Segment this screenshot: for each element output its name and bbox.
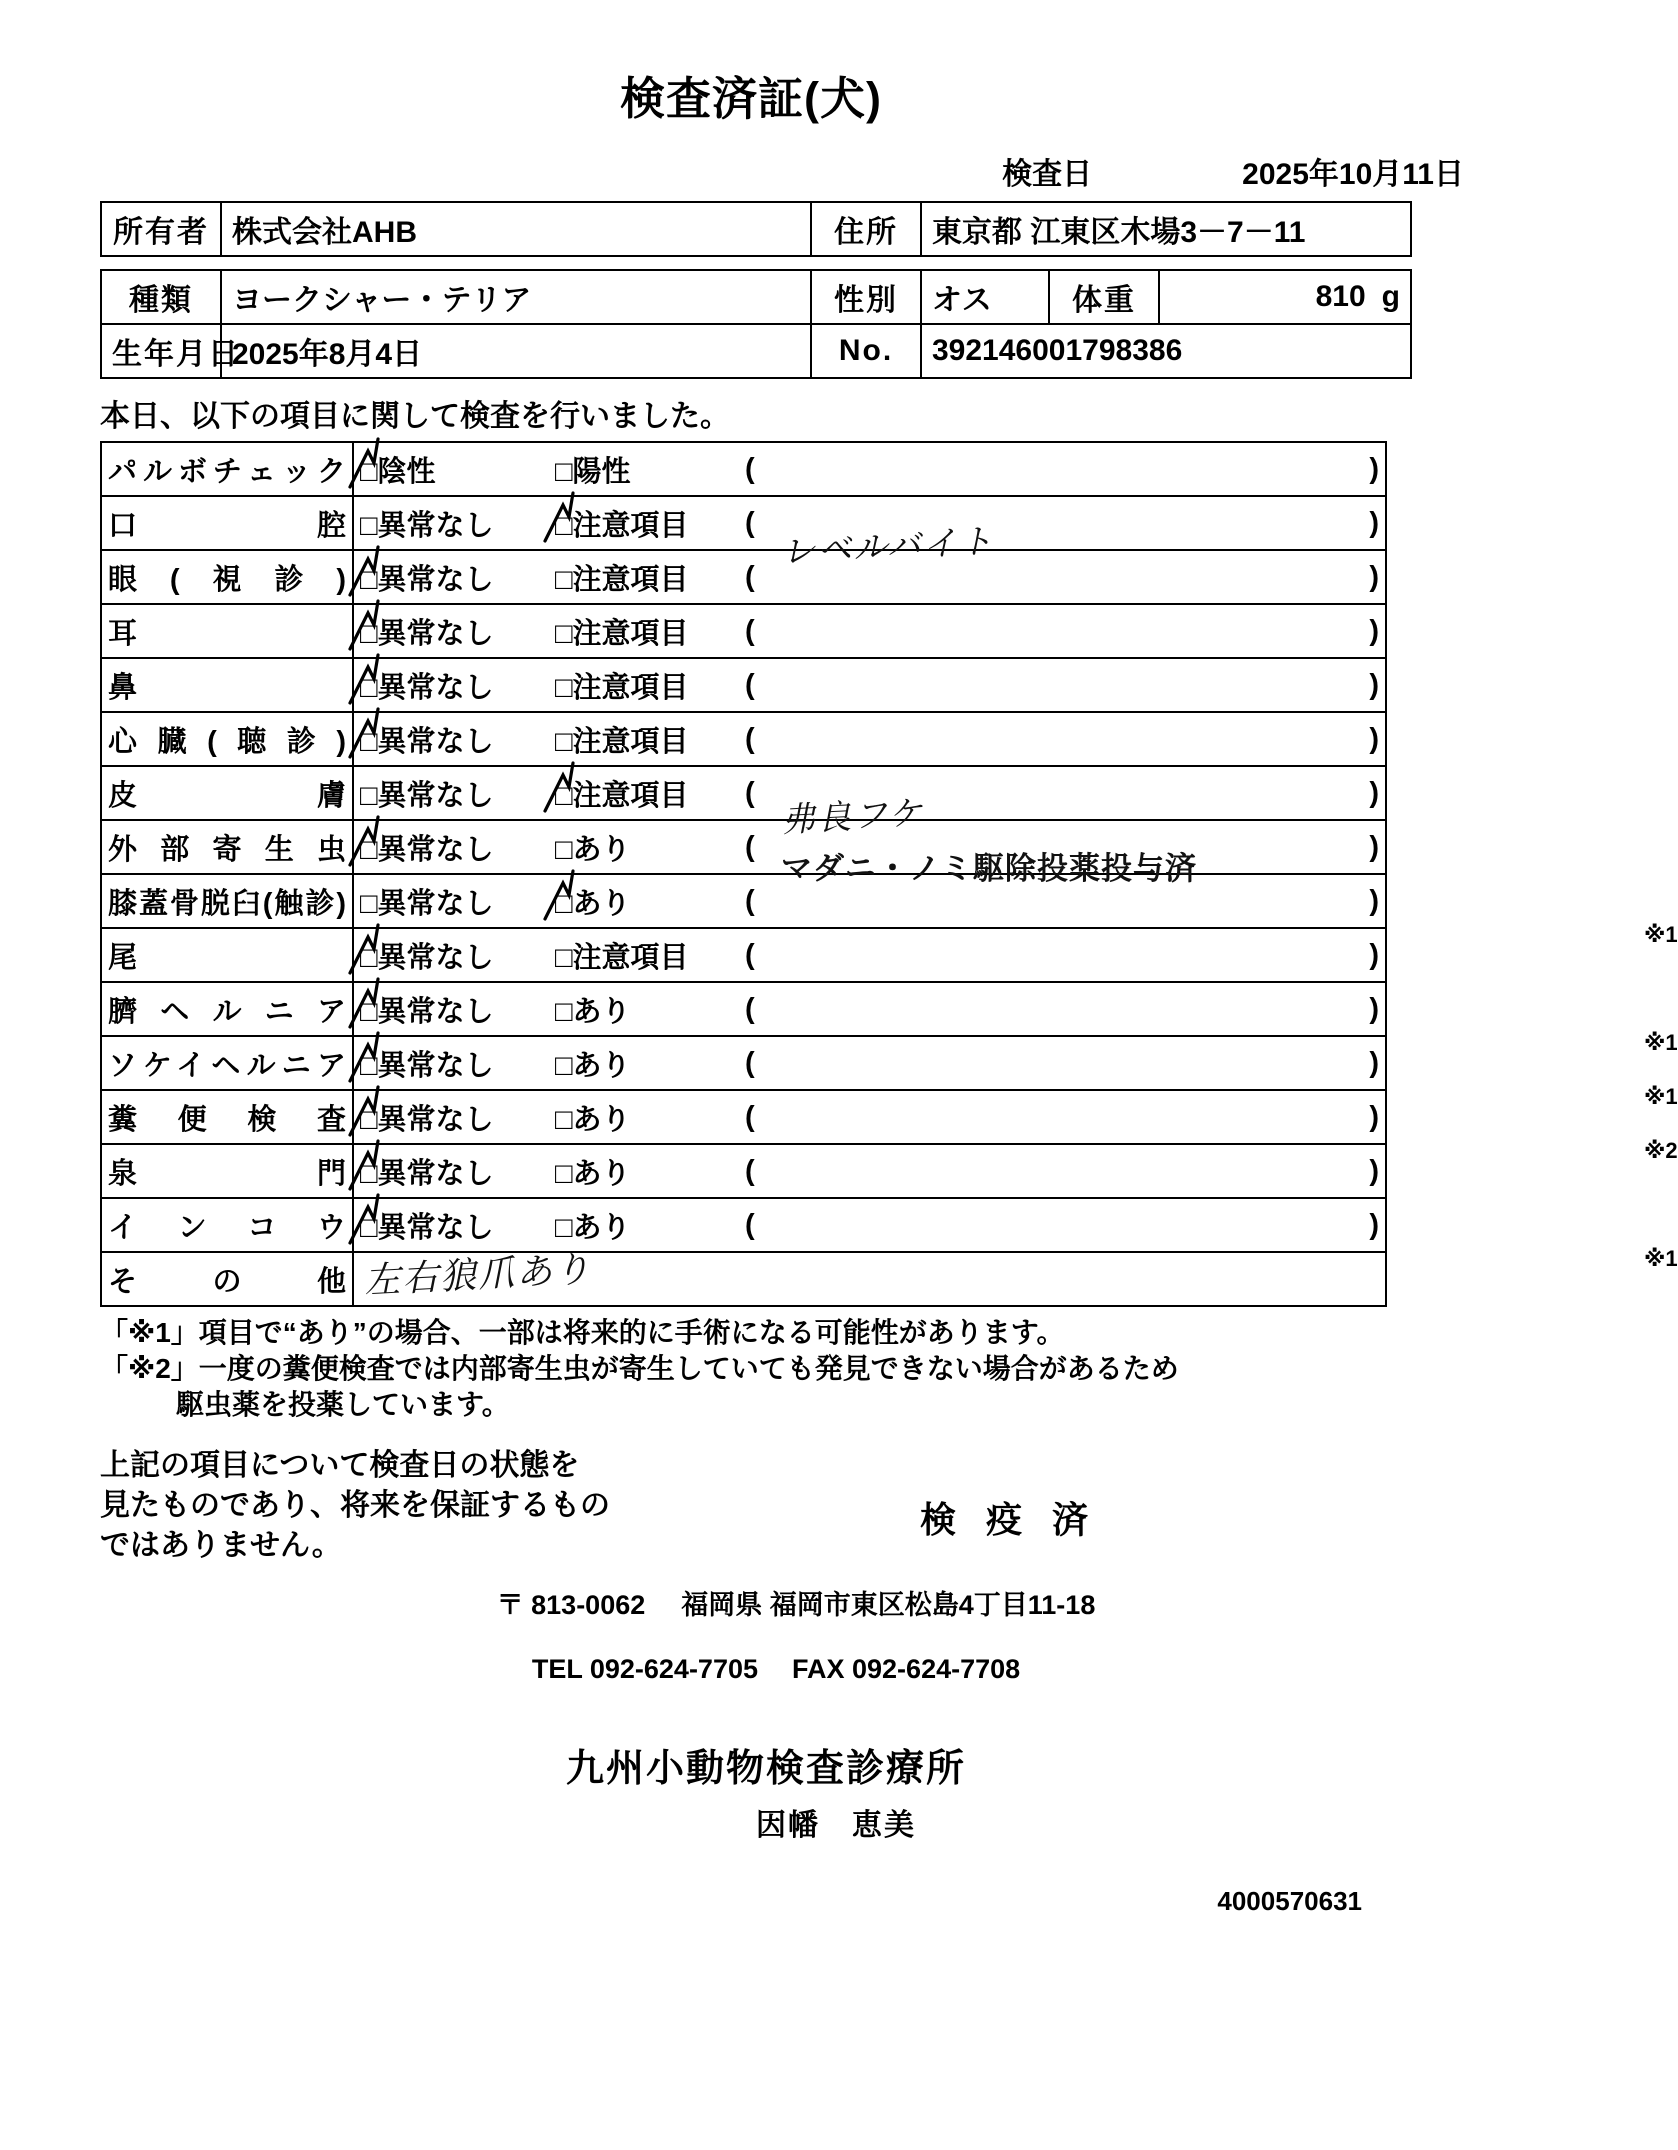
birth-value: 2025年8月4日 xyxy=(221,324,811,378)
checkbox-option-2[interactable] xyxy=(555,1043,745,1084)
checklist-item-label: 臍ヘルニア xyxy=(101,982,353,1036)
table-row xyxy=(101,442,1386,496)
checklist-item-label: 口腔 xyxy=(101,496,353,550)
checkbox-option-1[interactable] xyxy=(360,827,555,868)
checklist-wrap xyxy=(100,441,1678,1307)
owner-table xyxy=(100,201,1412,257)
checklist-options xyxy=(353,928,1386,982)
paren-close: ) xyxy=(1369,992,1379,1025)
checkbox-option-1[interactable] xyxy=(360,1151,555,1192)
checklist-table xyxy=(100,441,1678,1307)
clinic-fax: FAX 092-624-7708 xyxy=(792,1654,1021,1685)
asterisk-marker: ※1 xyxy=(1644,1245,1678,1271)
paren-close: ) xyxy=(1369,938,1379,971)
checkbox-option-2[interactable] xyxy=(555,503,745,544)
checkbox-icon: □注意項目 xyxy=(555,941,689,974)
paren-close: ) xyxy=(1369,668,1379,701)
checkbox-icon: □あり xyxy=(555,1157,631,1190)
clinic-zip: 〒 813-0062 xyxy=(496,1590,646,1621)
checkbox-option-2[interactable] xyxy=(555,1151,745,1192)
checkbox-icon: □異常なし xyxy=(360,779,494,812)
animal-table xyxy=(100,269,1412,379)
checklist-item-label: インコウ xyxy=(101,1198,353,1252)
table-row xyxy=(101,928,1386,982)
checkbox-icon: □あり xyxy=(555,833,631,866)
paren-close: ) xyxy=(1369,614,1379,647)
checkbox-icon: □異常なし xyxy=(360,833,494,866)
checkbox-option-1[interactable] xyxy=(360,1043,555,1084)
paren-close: ) xyxy=(1369,776,1379,809)
checkbox-option-1[interactable] xyxy=(360,773,555,814)
clinic-contact-line xyxy=(0,1654,1512,1685)
checklist-item-label: 外部寄生虫 xyxy=(101,820,353,874)
checkbox-icon: □異常なし xyxy=(360,563,494,596)
paren-open: ( xyxy=(745,884,755,917)
table-row xyxy=(101,604,1386,658)
handwritten-note: 左右狼爪あり xyxy=(363,1249,594,1302)
checkbox-option-1[interactable] xyxy=(360,935,555,976)
checkbox-option-2[interactable] xyxy=(555,989,745,1030)
checkbox-icon: □異常なし xyxy=(360,1103,494,1136)
checkbox-option-2[interactable] xyxy=(555,881,745,922)
table-row xyxy=(101,1036,1386,1090)
checklist-options xyxy=(353,982,1678,1055)
checklist-item-label: 鼻 xyxy=(101,658,353,712)
paren-close: ) xyxy=(1369,830,1379,863)
weight-value: 810 xyxy=(1315,280,1366,313)
disclaimer-line-3: ではありません。 xyxy=(100,1528,342,1562)
owner-value: 株式会社AHB xyxy=(221,202,811,256)
inspection-date-value: 2025年10月11日 xyxy=(1242,158,1464,191)
disclaimer-line-1: 上記の項目について検査日の状態を xyxy=(100,1449,580,1483)
asterisk-marker: ※1 xyxy=(1644,1083,1678,1109)
reference-number: 4000570631 xyxy=(1217,1886,1362,1917)
table-row xyxy=(101,874,1386,928)
paren-open: ( xyxy=(745,992,755,1025)
checklist-item-label: 皮膚 xyxy=(101,766,353,820)
paren-close: ) xyxy=(1369,560,1379,593)
checklist-options xyxy=(353,604,1386,658)
paren-open: ( xyxy=(745,1154,755,1187)
footnotes xyxy=(100,1315,1512,1422)
table-row xyxy=(101,496,1386,550)
footnote-2-line-2: 駆虫薬を投薬しています。 xyxy=(176,1388,510,1420)
checkbox-icon: □陰性 xyxy=(360,455,436,488)
paren-close: ) xyxy=(1369,1100,1379,1133)
disclaimer-line-2: 見たものであり、将来を保証するもの xyxy=(100,1489,610,1523)
checkbox-icon: □あり xyxy=(555,887,631,920)
intro-sentence: 本日、以下の項目に関して検査を行いました。 xyxy=(100,400,730,433)
table-row xyxy=(101,1144,1386,1198)
checkbox-option-1[interactable] xyxy=(360,1097,555,1138)
table-row xyxy=(101,658,1386,712)
handwritten-note: マダニ・ノミ駆除投薬投与済 xyxy=(781,851,1197,886)
checkbox-icon: □異常なし xyxy=(360,941,494,974)
checkbox-icon: □注意項目 xyxy=(555,779,689,812)
checkbox-option-1[interactable] xyxy=(360,611,555,652)
checklist-options xyxy=(353,1144,1386,1198)
clinic-address-line xyxy=(0,1583,1512,1622)
owner-label: 所有者 xyxy=(101,202,221,256)
weight-unit: g xyxy=(1381,280,1400,313)
checklist-options xyxy=(353,1198,1678,1271)
checkbox-icon: □あり xyxy=(555,1103,631,1136)
paren-close: ) xyxy=(1369,722,1379,755)
checklist-item-label: ソケイヘルニア xyxy=(101,1036,353,1090)
checkbox-icon: □あり xyxy=(555,1049,631,1082)
checkbox-icon: □注意項目 xyxy=(555,617,689,650)
checklist-item-label: 膝蓋骨脱臼(触診) xyxy=(101,874,353,928)
handwritten-note: 弗良フケ xyxy=(780,793,926,841)
inspection-date-label: 検査日 xyxy=(1002,158,1093,191)
checklist-item-label: 糞便検査 xyxy=(101,1090,353,1144)
checklist-options xyxy=(353,1036,1678,1109)
checkbox-option-1[interactable] xyxy=(360,719,555,760)
quarantine-stamp: 検 疫 済 xyxy=(920,1499,1099,1541)
paren-open: ( xyxy=(745,830,755,863)
checkbox-option-1[interactable] xyxy=(360,557,555,598)
checklist-item-label: 心臓(聴診) xyxy=(101,712,353,766)
checkbox-option-2[interactable] xyxy=(555,557,745,598)
table-row xyxy=(101,712,1386,766)
checkbox-icon: □注意項目 xyxy=(555,671,689,704)
checklist-options xyxy=(353,874,1678,947)
disclaimer-text xyxy=(100,1446,720,1565)
birth-label: 生年月日 xyxy=(101,324,221,378)
paren-open: ( xyxy=(745,722,755,755)
page-title: 検査済証(犬) xyxy=(620,73,882,124)
no-value: 392146001798386 xyxy=(921,324,1411,378)
table-row xyxy=(101,550,1386,604)
paren-open: ( xyxy=(745,614,755,647)
address-value: 東京都 江東区木場3－7－11 xyxy=(921,202,1411,256)
checkbox-option-2[interactable] xyxy=(555,935,745,976)
asterisk-marker: ※1 xyxy=(1644,921,1678,947)
clinic-name: 九州小動物検査診療所 xyxy=(565,1748,966,1791)
clinic-address: 福岡県 福岡市東区松島4丁目11-18 xyxy=(681,1590,1096,1621)
paren-open: ( xyxy=(745,560,755,593)
sex-value: オス xyxy=(921,270,1049,324)
paren-open: ( xyxy=(745,938,755,971)
breed-label: 種類 xyxy=(101,270,221,324)
checkbox-icon: □異常なし xyxy=(360,509,494,542)
checklist-options xyxy=(353,766,1386,841)
paren-open: ( xyxy=(745,506,755,539)
checkbox-icon: □異常なし xyxy=(360,1211,494,1244)
asterisk-marker: ※1 xyxy=(1644,1029,1678,1055)
checkbox-icon: □あり xyxy=(555,1211,631,1244)
other-note-field[interactable] xyxy=(353,1249,1386,1306)
veterinarian-name: 因幡 恵美 xyxy=(756,1809,916,1843)
checkbox-icon: □陽性 xyxy=(555,455,631,488)
birth-row xyxy=(101,324,1411,378)
paren-close: ) xyxy=(1369,1208,1379,1241)
checklist-options xyxy=(353,550,1386,604)
checkbox-icon: □注意項目 xyxy=(555,725,689,758)
paren-close: ) xyxy=(1369,452,1379,485)
footnote-2-line-1: 「※2」一度の糞便検査では内部寄生虫が寄生していても発見できない場合があるため xyxy=(100,1352,1179,1384)
checkbox-icon: □あり xyxy=(555,995,631,1028)
checklist-options xyxy=(353,442,1386,496)
paren-open: ( xyxy=(745,1100,755,1133)
checkbox-icon: □異常なし xyxy=(360,671,494,704)
checkbox-option-2[interactable] xyxy=(555,449,745,490)
clinic-tel: TEL 092-624-7705 xyxy=(531,1654,758,1685)
checklist-item-label: パルボチェック xyxy=(101,442,353,496)
weight-cell xyxy=(1159,270,1411,324)
paren-close: ) xyxy=(1369,884,1379,917)
breed-value: ヨークシャー・テリア xyxy=(221,270,811,324)
checkbox-option-1[interactable] xyxy=(360,989,555,1030)
table-row xyxy=(101,820,1386,874)
address-label: 住所 xyxy=(811,202,921,256)
checkbox-icon: □異常なし xyxy=(360,1157,494,1190)
checkbox-icon: □異常なし xyxy=(360,995,494,1028)
checkbox-option-2[interactable] xyxy=(555,611,745,652)
disclaimer-block xyxy=(100,1446,1410,1565)
paren-open: ( xyxy=(745,452,755,485)
table-row xyxy=(101,1198,1386,1252)
checkbox-option-1[interactable] xyxy=(360,1205,555,1246)
checklist-item-label: 眼(視診) xyxy=(101,550,353,604)
checkbox-icon: □異常なし xyxy=(360,725,494,758)
checkbox-icon: □注意項目 xyxy=(555,509,689,542)
checklist-item-label: 耳 xyxy=(101,604,353,658)
checkbox-icon: □異常なし xyxy=(360,617,494,650)
table-row xyxy=(101,1252,1386,1306)
paren-open: ( xyxy=(745,668,755,701)
weight-label: 体重 xyxy=(1049,270,1159,324)
checkbox-icon: □注意項目 xyxy=(555,563,689,596)
paren-open: ( xyxy=(745,776,755,809)
table-row xyxy=(101,982,1386,1036)
checkbox-option-2[interactable] xyxy=(555,827,745,868)
table-row xyxy=(101,1090,1386,1144)
checklist-item-label: 尾 xyxy=(101,928,353,982)
checklist-options xyxy=(353,820,1386,886)
paren-open: ( xyxy=(745,1208,755,1241)
owner-row xyxy=(101,202,1411,256)
sex-label: 性別 xyxy=(811,270,921,324)
footnote-1: 「※1」項目で“あり”の場合、一部は将来的に手術になる可能性があります。 xyxy=(100,1317,1065,1348)
header-tables xyxy=(100,201,1410,379)
checkbox-icon: □異常なし xyxy=(360,1049,494,1082)
checklist-item-label: その他 xyxy=(101,1252,353,1306)
paren-close: ) xyxy=(1369,1154,1379,1187)
checkbox-option-2[interactable] xyxy=(555,665,745,706)
paren-close: ) xyxy=(1369,506,1379,539)
checklist-options xyxy=(353,1090,1678,1163)
breed-row xyxy=(101,270,1411,324)
checklist-item-label: 泉門 xyxy=(101,1144,353,1198)
table-row xyxy=(101,766,1386,820)
checkbox-option-2[interactable] xyxy=(555,719,745,760)
checkbox-option-1[interactable] xyxy=(360,503,555,544)
checkbox-option-1[interactable] xyxy=(360,881,555,922)
asterisk-marker: ※2 xyxy=(1644,1137,1678,1163)
checkbox-option-2[interactable] xyxy=(555,773,745,814)
checklist-options xyxy=(353,496,1386,573)
inspection-date-line xyxy=(0,149,1512,193)
checklist-options xyxy=(353,712,1386,766)
checkbox-option-2[interactable] xyxy=(555,1205,745,1246)
checkbox-option-1[interactable] xyxy=(360,449,555,490)
checklist-options xyxy=(353,658,1386,712)
paren-open: ( xyxy=(745,1046,755,1079)
handwritten-note: レベルバイト xyxy=(780,521,996,573)
checkbox-option-1[interactable] xyxy=(360,665,555,706)
checkbox-option-2[interactable] xyxy=(555,1097,745,1138)
no-label: No. xyxy=(811,324,921,378)
paren-close: ) xyxy=(1369,1046,1379,1079)
checkbox-icon: □異常なし xyxy=(360,887,494,920)
